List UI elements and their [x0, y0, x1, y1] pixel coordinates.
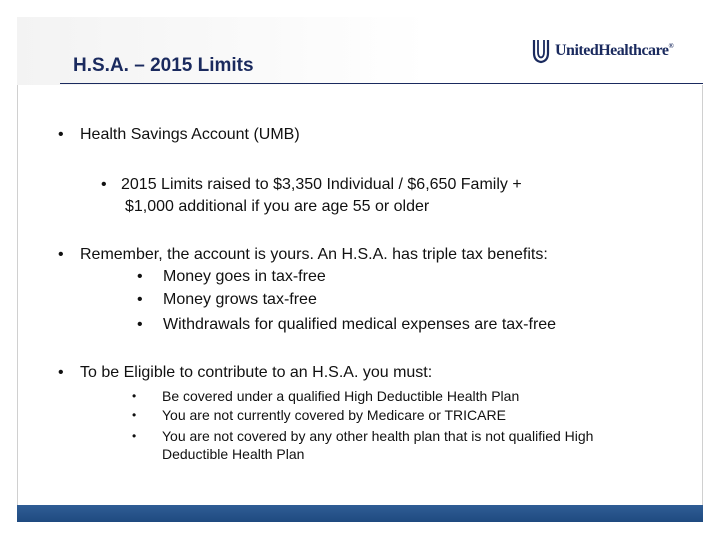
logo-registered-mark: ® — [668, 42, 674, 50]
company-logo — [532, 38, 673, 64]
bullet-dot: • — [137, 268, 143, 285]
list-item-text: Withdrawals for qualified medical expenses are tax-free — [163, 316, 557, 333]
page-title: H.S.A. – 2015 Limits — [73, 55, 254, 76]
bullet-text: Remember, the account is yours. An H.S.A. has triple tax benefits: — [80, 246, 548, 263]
list-item-text: Be covered under a qualified High Deductible Health Plan — [162, 388, 520, 404]
bullet-text: Health Savings Account (UMB) — [80, 126, 300, 143]
bullet-dot: • — [101, 176, 107, 193]
title-underline — [60, 83, 703, 84]
logo-wordmark: UnitedHealthcare — [555, 42, 669, 59]
list-item-text: Money goes in tax-free — [163, 268, 326, 285]
bullet-text: To be Eligible to contribute to an H.S.A. you must: — [80, 364, 433, 381]
bullet-text-line1: 2015 Limits raised to $3,350 Individual / $6,650 Family + — [121, 176, 522, 193]
slide-frame — [17, 17, 703, 522]
footer-bar — [17, 505, 703, 522]
bullet-dot: • — [132, 429, 137, 443]
list-item-text: Deductible Health Plan — [162, 446, 305, 462]
bullet-dot: • — [58, 246, 64, 263]
bullet-text-line2: $1,000 additional if you are age 55 or older — [125, 198, 430, 215]
list-item-text: You are not currently covered by Medicare or TRICARE — [162, 407, 506, 423]
bullet-dot: • — [58, 364, 64, 381]
bullet-dot: • — [58, 126, 64, 143]
bullet-dot: • — [132, 408, 137, 422]
list-item-text: Money grows tax-free — [163, 291, 317, 308]
logo-text — [555, 42, 673, 60]
bullet-dot: • — [137, 316, 143, 333]
bullet-dot: • — [132, 389, 137, 403]
bullet-dot: • — [137, 291, 143, 308]
list-item-text: You are not covered by any other health plan that is not qualified High — [162, 428, 594, 444]
uhc-shield-icon — [532, 38, 550, 64]
